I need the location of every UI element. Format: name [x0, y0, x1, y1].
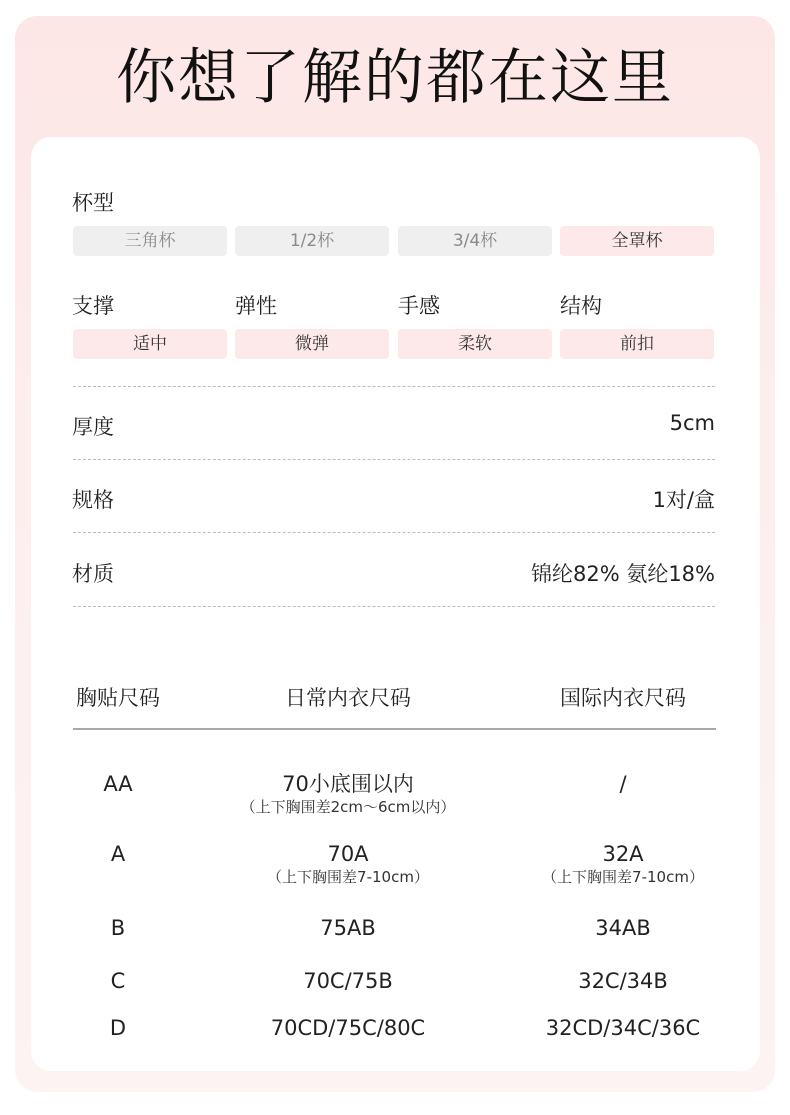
elasticity-value: 微弹	[235, 329, 389, 359]
table-cell-size: A	[110, 842, 126, 866]
divider	[73, 386, 715, 387]
support-label: 支撑	[72, 294, 114, 318]
divider	[73, 532, 715, 533]
table-cell-daily: 70CD/75C/80C	[270, 1016, 426, 1040]
thickness-value: 5cm	[669, 411, 715, 435]
intl-size-value: 32A	[602, 842, 644, 866]
table-cell-intl: 32CD/34C/36C	[545, 1016, 701, 1040]
page-title: 你想了解的都在这里	[116, 43, 674, 113]
cup-option-three-quarter: 3/4杯	[398, 226, 552, 256]
cup-type-label: 杯型	[72, 191, 114, 215]
cup-option-full: 全罩杯	[560, 226, 714, 256]
support-value: 适中	[73, 329, 227, 359]
material-value: 锦纶82% 氨纶18%	[530, 562, 715, 586]
intl-size-note: （上下胸围差7-10cm）	[542, 868, 704, 886]
cup-option-triangle: 三角杯	[73, 226, 227, 256]
table-cell-daily: 70C/75B	[303, 969, 393, 993]
spec-label: 规格	[72, 488, 114, 512]
spec-value: 1对/盒	[652, 488, 715, 512]
table-cell-intl: 34AB	[595, 916, 651, 940]
table-header-sticker-size: 胸贴尺码	[76, 686, 160, 710]
divider	[73, 606, 715, 607]
table-cell-size: C	[110, 969, 126, 993]
table-cell-size: AA	[103, 772, 133, 796]
table-header-daily-size: 日常内衣尺码	[285, 686, 411, 710]
table-cell-daily: 75AB	[320, 916, 376, 940]
daily-size-value: 70A	[327, 842, 369, 866]
cup-option-half: 1/2杯	[235, 226, 389, 256]
daily-size-note: （上下胸围差2cm～6cm以内）	[240, 798, 456, 816]
feel-value: 柔软	[398, 329, 552, 359]
table-header-rule	[73, 728, 716, 730]
divider	[73, 459, 715, 460]
table-cell-intl: 32C/34B	[578, 969, 668, 993]
structure-label: 结构	[560, 294, 602, 318]
material-label: 材质	[72, 562, 114, 586]
daily-size-note: （上下胸围差7-10cm）	[267, 868, 429, 886]
structure-value: 前扣	[560, 329, 714, 359]
table-cell-size: B	[110, 916, 126, 940]
thickness-label: 厚度	[72, 415, 114, 439]
feel-label: 手感	[398, 294, 440, 318]
table-cell-intl	[508, 841, 738, 887]
table-cell-daily	[228, 771, 468, 817]
table-header-intl-size: 国际内衣尺码	[560, 686, 686, 710]
daily-size-value: 70小底围以内	[282, 772, 414, 796]
table-cell-size: D	[109, 1016, 127, 1040]
table-cell-daily	[228, 841, 468, 887]
elasticity-label: 弹性	[235, 294, 277, 318]
table-cell-intl: /	[619, 772, 627, 796]
